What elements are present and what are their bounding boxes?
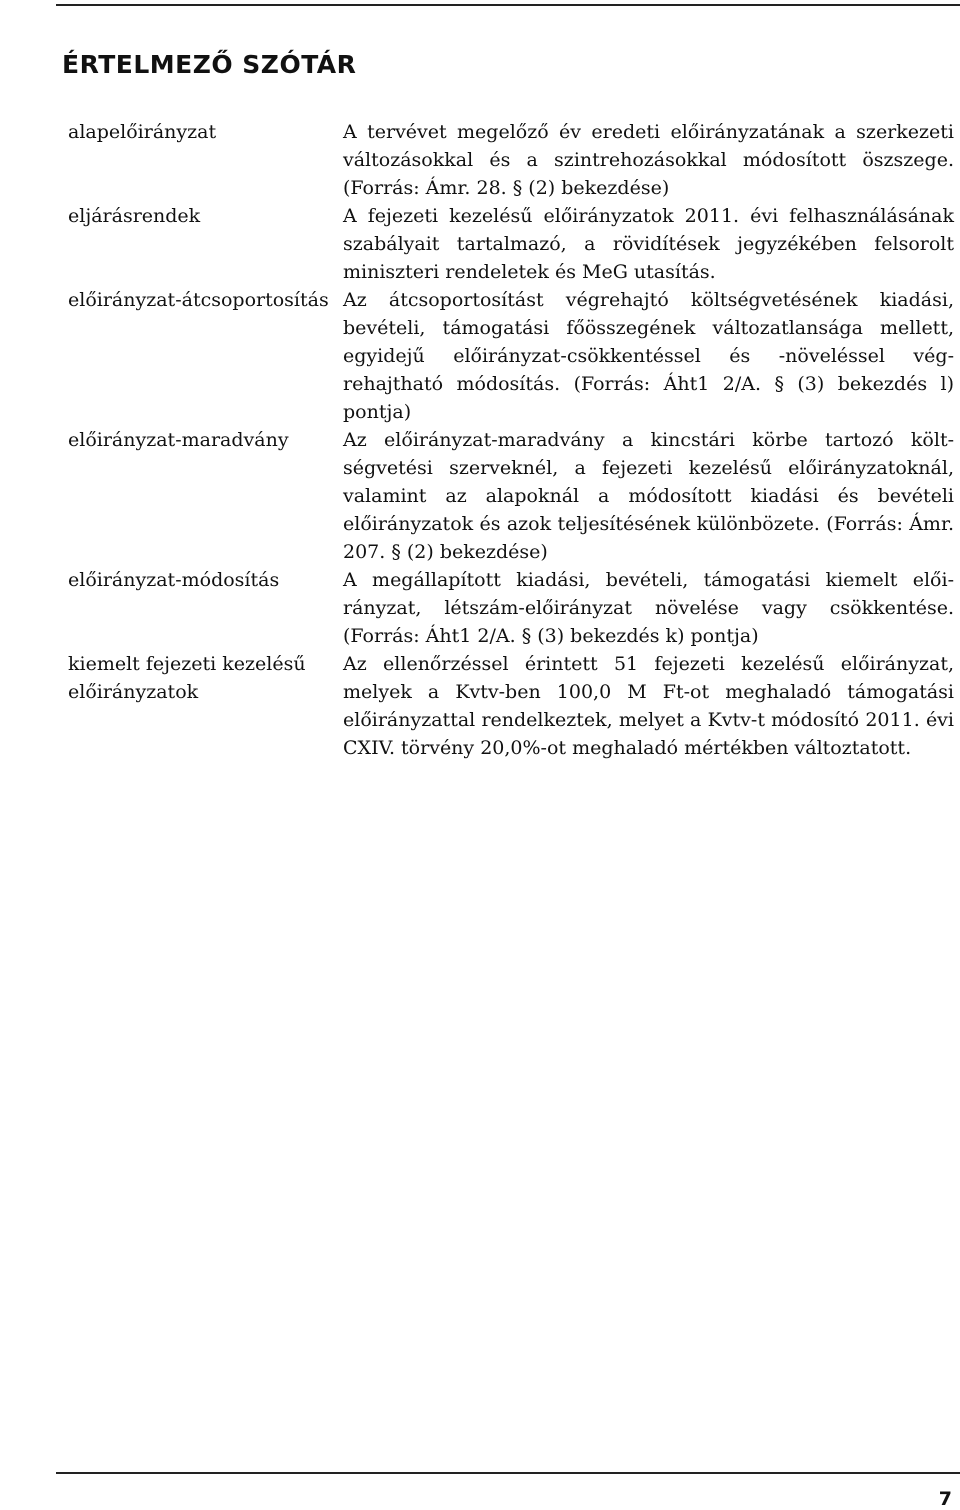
top-rule (56, 4, 960, 6)
glossary-entry-atcsoportositas (68, 286, 954, 426)
bottom-rule (56, 1472, 960, 1474)
glossary-term: alapelőirányzat (68, 121, 217, 143)
glossary-definition: A megállapított kiadási, bevételi, támogatási kiemelt előirányzat, létszám-előirányzat növelése vagy csökkentése. (Forrás: Áht1 2/A. § (3) bekezdés k) pontja) (343, 569, 954, 647)
glossary-term: előirányzat-átcsoportosítás (68, 289, 329, 311)
glossary-entry-eljarasrendek (68, 202, 954, 286)
glossary-entry-maradvany (68, 426, 954, 566)
glossary-definition: A tervévet megelőző év eredeti előirányzatának a szerkezeti változásokkal és a szintrehozásokkal módosított öszszege. (Forrás: Ámr. 28. § (2) bekezdése) (343, 121, 954, 199)
glossary-definition: Az átcsoportosítást végrehajtó költségvetésének kiadási, bevételi, támogatási főösszegének változatlansága mellett, egyidejű előirányzat-csökkentéssel és -növeléssel végrehajtható módosítás. (Forrás: Áht1 2/A. § (3) bekezdés l) pontja) (343, 289, 954, 423)
glossary-definition: Az előirányzat-maradvány a kincstári körbe tartozó költségvetési szerveknél, a fejezeti kezelésű előirányzatoknál, valamint az alapoknál a módosított kiadási és bevételi előirányzatok és azok teljesítésének különbözete. (Forrás: Ámr. 207. § (2) bekezdése) (343, 429, 954, 563)
glossary-term: kiemelt fejezeti kezelésű előirányzatok (68, 653, 306, 703)
glossary-definition: A fejezeti kezelésű előirányzatok 2011. évi felhasználásának szabályait tartalmazó, a rövidítések jegyzékében felsorolt miniszteri rendeletek és MeG utasítás. (343, 205, 954, 283)
page-number: 7 (938, 1488, 952, 1510)
glossary (68, 118, 954, 762)
glossary-term: eljárásrendek (68, 205, 201, 227)
glossary-definition: Az ellenőrzéssel érintett 51 fejezeti kezelésű előirányzat, melyek a Kvtv-ben 100,0 M Ft-ot meghaladó támogatási előirányzattal rendelkeztek, melyet a Kvtv-t módosító 2011. évi CXIV. törvény 20,0%-ot meghaladó mértékben változtatott. (343, 653, 954, 759)
glossary-term: előirányzat-maradvány (68, 429, 289, 451)
page-title: ÉRTELMEZŐ SZÓTÁR (62, 50, 357, 79)
glossary-entry-modositas (68, 566, 954, 650)
glossary-term: előirányzat-módosítás (68, 569, 280, 591)
glossary-entry-kiemelt (68, 650, 954, 762)
glossary-entry-alapeloiranyzat (68, 118, 954, 202)
